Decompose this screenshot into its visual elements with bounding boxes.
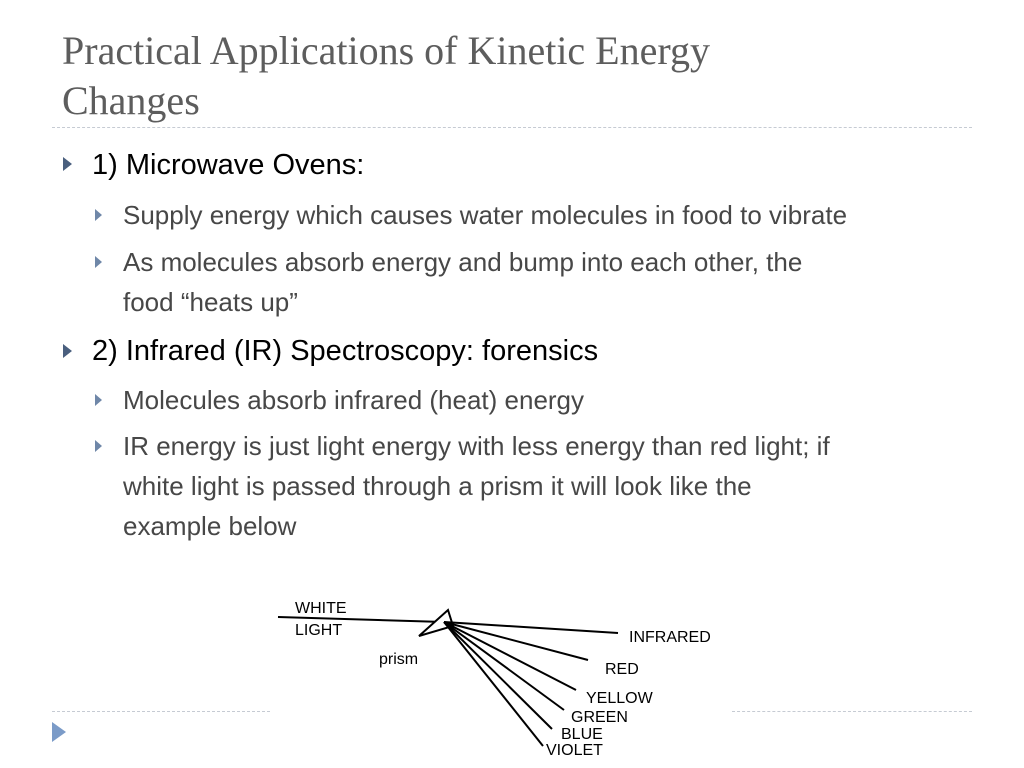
- white-label: WHITE: [295, 600, 347, 617]
- sub-bullet-arrow-icon: [95, 394, 102, 406]
- bullet-line: IR energy is just light energy with less energy than red light; if: [123, 431, 830, 461]
- violet-label: VIOLET: [546, 742, 603, 759]
- bullet-line: As molecules absorb energy and bump into each other, the: [123, 247, 803, 277]
- slide-title: [62, 26, 962, 126]
- bullet-line: Supply energy which causes water molecules in food to vibrate: [123, 200, 848, 230]
- blue-label: BLUE: [561, 726, 603, 743]
- green-label: GREEN: [571, 709, 628, 726]
- title-line-2: Changes: [62, 78, 200, 123]
- sub-bullet-arrow-icon: [95, 440, 102, 452]
- yellow-ray: [444, 622, 576, 690]
- bullet-arrow-icon: [63, 157, 72, 171]
- title-line-1: Practical Applications of Kinetic Energy: [62, 28, 710, 73]
- red-ray: [444, 622, 588, 660]
- footer-divider-right: [732, 711, 972, 712]
- title-divider: [52, 127, 972, 128]
- bullet-microwave-1: [123, 195, 973, 235]
- prism-dispersion-figure: [270, 590, 730, 768]
- yellow-label: YELLOW: [586, 690, 653, 707]
- section-heading-ir: 2) Infrared (IR) Spectroscopy: forensics: [92, 335, 599, 367]
- infrared-ray: [444, 622, 618, 633]
- light-label: LIGHT: [295, 622, 343, 639]
- prism-label: prism: [379, 651, 419, 668]
- section-heading-microwave: 1) Microwave Ovens:: [92, 149, 365, 181]
- bullet-microwave-2: [123, 242, 973, 322]
- blue-ray: [444, 622, 552, 729]
- next-slide-icon[interactable]: [52, 722, 66, 742]
- bullet-line: example below: [123, 511, 297, 541]
- bullet-line: white light is passed through a prism it will look like the: [123, 471, 752, 501]
- bullet-line: food “heats up”: [123, 287, 298, 317]
- bullet-ir-2: [123, 426, 973, 546]
- sub-bullet-arrow-icon: [95, 256, 102, 268]
- bullet-arrow-icon: [63, 344, 72, 358]
- bullet-line: Molecules absorb infrared (heat) energy: [123, 385, 585, 415]
- red-label: RED: [605, 661, 639, 678]
- infrared-label: INFRARED: [629, 629, 711, 646]
- bullet-ir-1: [123, 380, 973, 420]
- footer-divider-left: [52, 711, 270, 712]
- sub-bullet-arrow-icon: [95, 209, 102, 221]
